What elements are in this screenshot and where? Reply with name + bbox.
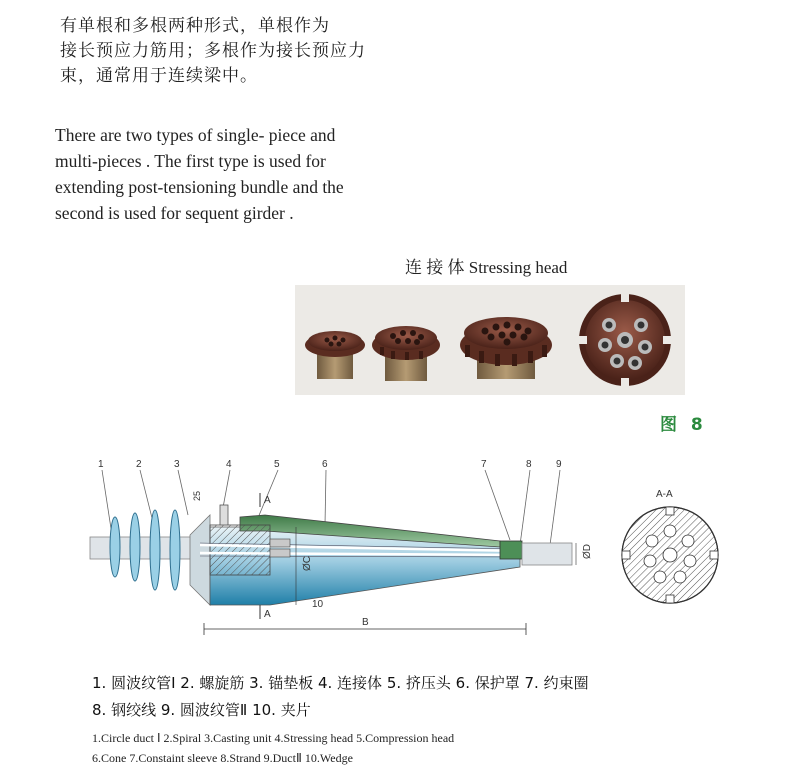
dimension-c: ØC — [302, 556, 313, 571]
intro-cn-line: 束，通常用于连续梁中。 — [60, 66, 258, 86]
intro-cn-line: 接长预应力筋用；多根作为接长预应力 — [60, 41, 366, 61]
circle-duct-1 — [90, 537, 200, 559]
part-number-6: 6 — [322, 459, 328, 470]
grout-nipple — [220, 505, 228, 525]
dimension-b: B — [362, 617, 369, 628]
intro-english — [55, 122, 400, 226]
part-number-4: 4 — [226, 459, 232, 470]
intro-cn-line: 有单根和多根两种形式，单根作为 — [60, 16, 330, 36]
stressing-head-photos — [295, 285, 685, 395]
constraint-sleeve — [500, 541, 522, 559]
stressing-head-section — [210, 525, 270, 575]
part-number-7: 7 — [481, 459, 487, 470]
legend-cn-line: 8. 钢绞线 9. 圆波纹管Ⅱ 10. 夹片 — [92, 701, 311, 719]
figure-label: 图 8 — [660, 415, 707, 435]
casting-unit — [190, 515, 210, 605]
part-number-5: 5 — [274, 459, 280, 470]
legend-chinese — [92, 670, 792, 724]
legend-english — [92, 728, 792, 768]
part-number-1: 1 — [98, 459, 104, 470]
circle-duct-2 — [522, 543, 572, 565]
legend-cn-line: 1. 圆波纹管Ⅰ 2. 螺旋筋 3. 锚垫板 4. 连接体 5. 挤压头 6. 保护罩 7. 约束圈 — [92, 674, 589, 692]
dimension-d: ØD — [582, 544, 593, 559]
intro-en-line: second is used for sequent girder . — [55, 203, 294, 223]
section-aa-view — [622, 507, 718, 603]
legend-en-line: 6.Cone 7.Constaint sleeve 8.Strand 9.DuctⅡ 10.Wedge — [92, 751, 353, 765]
part-number-10: 10 — [312, 599, 324, 610]
intro-en-line: There are two types of single- piece and — [55, 125, 336, 145]
part-number-2: 2 — [136, 459, 142, 470]
intro-en-line: extending post-tensioning bundle and the — [55, 177, 344, 197]
part-number-9: 9 — [556, 459, 562, 470]
dimension-25: 25 — [192, 490, 202, 501]
intro-chinese — [60, 14, 400, 89]
section-mark-bottom: A — [264, 609, 271, 620]
stressing-head-title: 连 接 体 Stressing head — [405, 258, 568, 277]
part-number-8: 8 — [526, 459, 532, 470]
part-number-3: 3 — [174, 459, 180, 470]
section-mark-top: A — [264, 495, 271, 506]
intro-en-line: multi-pieces . The first type is used for — [55, 151, 326, 171]
section-aa-title: A-A — [656, 489, 673, 500]
coupler-technical-drawing — [60, 455, 760, 650]
legend-en-line: 1.Circle duct Ⅰ 2.Spiral 3.Casting unit 4.Stressing head 5.Compression head — [92, 731, 455, 745]
